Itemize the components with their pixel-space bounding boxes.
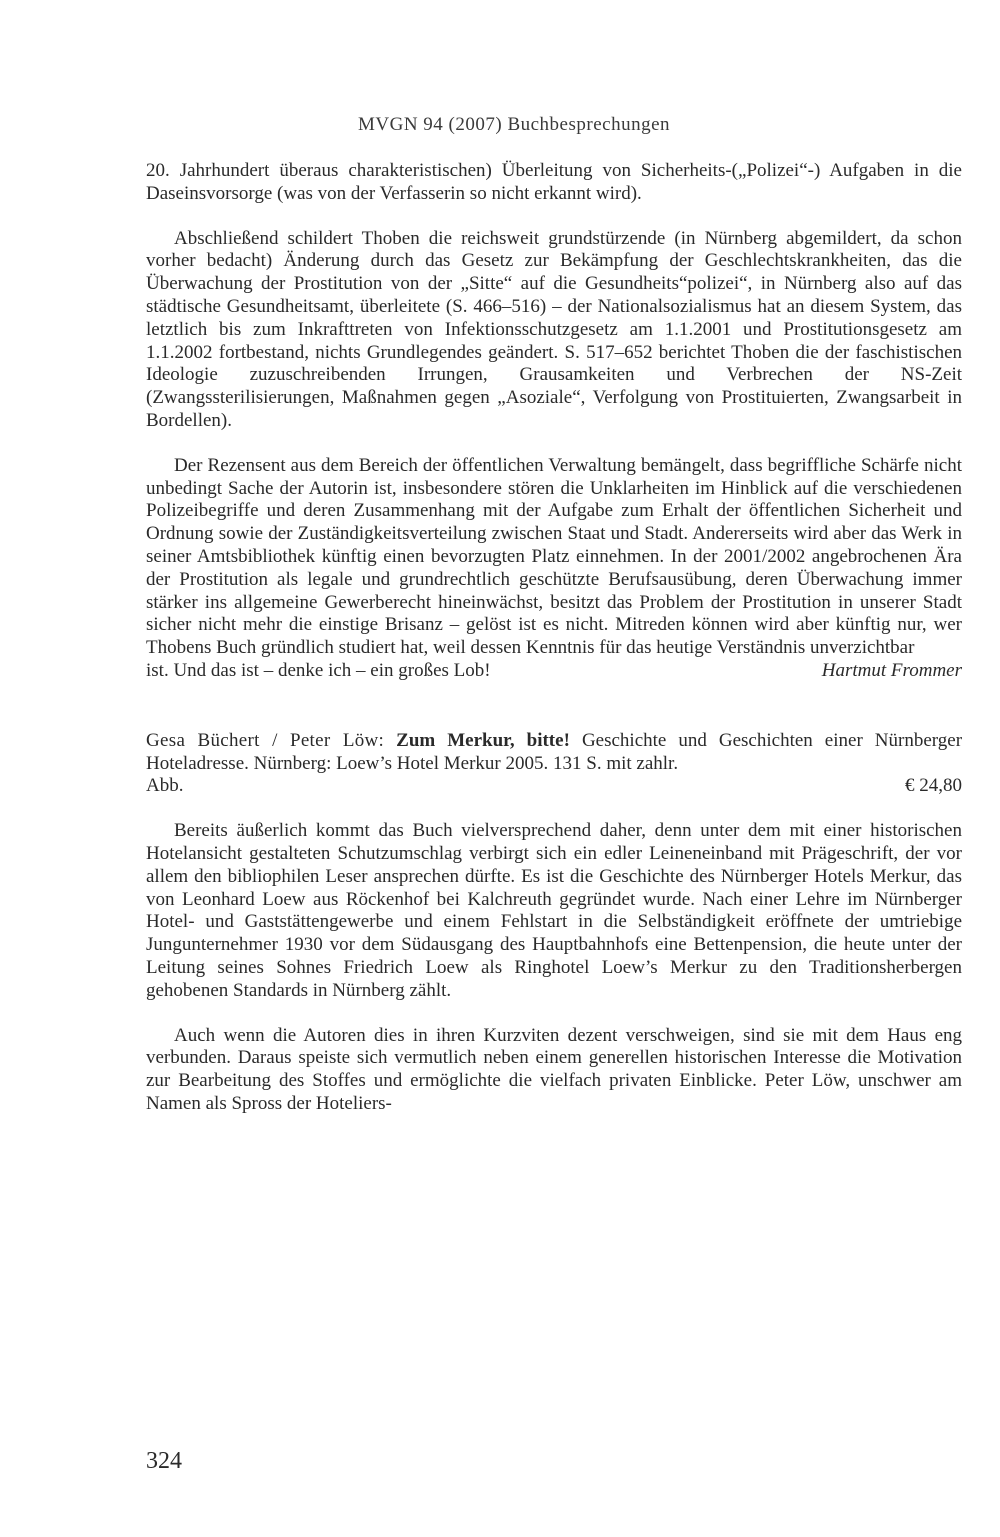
book-price: € 24,80	[905, 775, 962, 797]
reviewer-signature: Hartmut Frommer	[821, 659, 962, 681]
paragraph: Abschließend schildert Thoben die reichsweit grundstürzende (in Nürnberg abgemildert, da schon vorher bedacht) Änderung durch das Gesetz zur Bekämpfung der Geschlechtskrankheiten, das die Überwachung der Prostitution von der „Sitte“ auf die Gesundheits“polizei“, in Nürnberg also auf das städtische Gesundheitsamt, überleitete (S. 466–516) – der Nationalsozialismus hat an diesem System, das letztlich bis zum Inkrafttreten von Infektionsschutzgesetz am 1.1.2001 und Prostitutionsgesetz am 1.1.2002 fortbestand, nichts Grundlegendes geändert. S. 517–652 berichtet Thoben die der faschistischen Ideologie zuzuschreibenden Irrungen, Grausamkeiten und Verbrechen der NS-Zeit (Zwangssterilisierungen, Maßnahmen gegen „Asoziale“, Verfolgung von Prostituierten, Zwangsarbeit in Bordellen).	[146, 227, 962, 431]
book-details-end: Abb.	[146, 775, 184, 797]
paragraph: Auch wenn die Autoren dies in ihren Kurzviten dezent verschweigen, sind sie mit dem Haus eng verbunden. Daraus speiste sich vermutlich neben einem generellen historischen Interesse die Motivation zur Bearbeitung des Stoffes und ermöglichte die vielfach privaten Einblicke. Peter Löw, unschwer am Namen als Spross der Hoteliers-	[146, 1024, 962, 1114]
closing-sentence: ist. Und das ist – denke ich – ein großes Lob!	[146, 659, 491, 681]
book-details: Geschichte und Geschichten einer Nürnberger Hoteladresse. Nürnberg: Loew’s Hotel Merkur 2005. 131 S. mit zahlr.	[146, 729, 963, 774]
body-text	[146, 160, 962, 1116]
paragraph: Bereits äußerlich kommt das Buch vielversprechend daher, denn unter dem mit einer historischen Hotelansicht gestalteten Schutzumschlag verbirgt sich ein edler Leineneinband mit Prägeschrift, der vor allem den bibliophilen Leser ansprechen dürfte. Es ist die Geschichte des Nürnberger Hotels Merkur, das von Leonhard Loew aus Röckenhof bei Kalchreuth gegründet wurde. Nach einer Lehre im Nürnberger Hotel- und Gaststättengewerbe und einem Fehlstart in die Selbständigkeit eröffnete der umtriebige Jungunternehmer 1930 vor dem Südausgang des Hauptbahnhofs eine Bettenpension, die heute unter der Leitung seines Sohnes Friedrich Loew als Ringhotel Loew’s Merkur zu den Traditionsherbergen gehobenen Standards in Nürnberg zählt.	[146, 820, 962, 1001]
closing-line	[146, 660, 962, 683]
book-authors: Gesa Büchert / Peter Löw:	[146, 729, 385, 751]
running-head: MVGN 94 (2007) Buchbesprechungen	[357, 114, 671, 135]
book-reference-last-line	[146, 775, 962, 798]
paragraph-continuation: 20. Jahrhundert überaus charakteristischen) Überleitung von Sicherheits-(„Polizei“-) Aufgaben in die Daseinsvorsorge (was von der Verfasserin so nicht erkannt wird).	[146, 160, 962, 204]
paragraph: Der Rezensent aus dem Bereich der öffentlichen Verwaltung bemängelt, dass begriffliche Schärfe nicht unbedingt Sache der Autorin ist, insbesondere stören die Unklarheiten im Hinblick auf die verschiedenen Polizeibegriffe und deren Zusammenhang mit der Aufgabe zum Erhalt der öffentlichen Sicherheit und Ordnung sowie der Zuständigkeitsverteilung zwischen Staat und Stadt. Andererseits wird aber das Werk in seiner Amtsbibliothek künftig einen bevorzugten Platz einnehmen. In der 2001/2002 angebrochenen Ära der Prostitution als legale und grundrechtlich geschützte Berufsausübung, deren Überwachung immer stärker ins allgemeine Gewerberecht hineinwächst, besitzt das Problem der Prostitution in unserer Stadt sicher nicht mehr die einstige Brisanz – gelöst ist es nicht. Mitreden können wird aber künftig nur, wer Thobens Buch gründlich studiert hat, weil dessen Kenntnis für das heutige Verständnis unverzichtbar	[146, 454, 962, 659]
book-title: Zum Merkur, bitte!	[396, 729, 570, 751]
page-number: 324	[146, 1448, 182, 1474]
book-reference	[146, 730, 962, 776]
